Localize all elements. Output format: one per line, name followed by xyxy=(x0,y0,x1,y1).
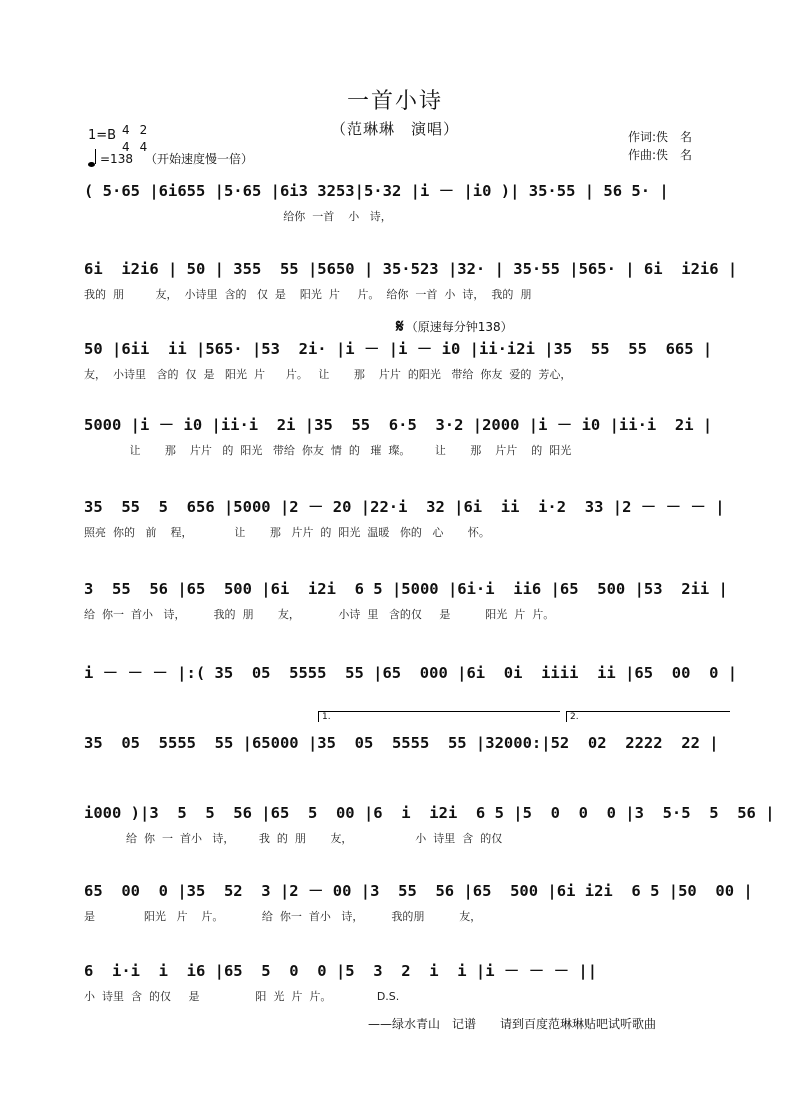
notation-line: 35 55 5 656 |5000 |2 － 20 |22·i 32 |6i ii i·2 33 |2 － － － | xyxy=(84,498,725,516)
system-8 xyxy=(84,732,728,776)
notation-line: i － － － |:( 35 05 5555 55 |65 000 |6i 0i iiii ii |65 00 0 | xyxy=(84,664,738,682)
notation-line: 6i i2i6 | 50 | 355 55 |5650 | 35·523 |32· | 35·55 |565· | 6i i2i6 | xyxy=(84,260,738,278)
system-10 xyxy=(84,880,753,924)
key-signature: 1=B xyxy=(88,128,117,143)
lyrics-line xyxy=(84,690,728,706)
lyrics-line: 照亮 你的 前 程， 让 那 片片 的 阳光 温暖 你的 心 怀。 xyxy=(84,526,490,539)
system-1 xyxy=(84,180,728,224)
notation-line: 65 00 0 |35 52 3 |2 － 00 |3 55 56 |65 500 |6i i2i 6 5 |50 00 | xyxy=(84,882,753,900)
lyrics-line: 给 你 一 首小 诗， 我 的 朋 友， 小 诗里 含 的仅 xyxy=(84,832,503,845)
song-title: 一首小诗 xyxy=(346,89,443,114)
system-3 xyxy=(84,338,728,382)
quarter-note-icon xyxy=(88,151,96,167)
lyrics-line xyxy=(84,760,728,776)
volta-second-ending: 2. xyxy=(566,711,730,722)
notation-line: 5000 |i － i0 |ii·i 2i |35 55 6·5 3·2 |2000 |i － i0 |ii·i 2i | xyxy=(84,416,713,434)
lyrics-line: 给你 一首 小 诗， xyxy=(84,210,392,223)
system-4 xyxy=(84,414,728,458)
song-subtitle: （范琳琳 演唱） xyxy=(330,120,459,138)
notation-line: i000 )|3 5 5 56 |65 5 00 |6 i i2i 6 5 |5 0 0 0 |3 5·5 5 56 | xyxy=(84,804,775,822)
notation-line: 6 i·i i i6 |65 5 0 0 |5 3 2 i i |i － － － || xyxy=(84,962,598,980)
time-signature-2: 2 4 xyxy=(139,123,148,154)
system-7 xyxy=(84,662,738,706)
transcriber-footer: ——绿水青山 记谱 请到百度范琳琳贴吧试听歌曲 xyxy=(368,1017,657,1031)
lyrics-line: 让 那 片片 的 阳光 带给 你友 情 的 璀 璨。 让 那 片片 的 阳光 xyxy=(84,444,572,457)
segno-text: （原速每分钟138） xyxy=(405,320,513,334)
lyrics-line: 给 你一 首小 诗， 我的 朋 友， 小诗 里 含的仅 是 阳光 片 片。 xyxy=(84,608,555,621)
composer-credit: 作曲:佚 名 xyxy=(628,148,693,162)
system-5 xyxy=(84,496,728,540)
time-signature-1: 4 4 xyxy=(122,123,130,154)
tempo-value: =138 xyxy=(100,151,133,166)
system-11 xyxy=(84,960,728,1004)
tempo-note: （开始速度慢一倍） xyxy=(144,152,253,166)
lyrics-line: 是 阳光 片 片。 给 你一 首小 诗， 我的朋 友， xyxy=(84,910,482,923)
lyricist-credit: 作词:佚 名 xyxy=(628,130,693,144)
notation-line: 50 |6ii ii |565· |53 2i· |i － |i － i0 |ii·i2i |35 55 55 665 | xyxy=(84,340,713,358)
lyrics-line: 小 诗里 含 的仅 是 阳 光 片 片。 D.S. xyxy=(84,990,400,1003)
lyrics-line: 我的 朋 友， 小诗里 含的 仅 是 阳光 片 片。 给你 一首 小 诗， 我的 朋 xyxy=(84,288,532,301)
system-9 xyxy=(84,802,775,846)
lyrics-line: 友， 小诗里 含的 仅 是 阳光 片 片。 让 那 片片 的阳光 带给 你友 爱的 芳心， xyxy=(84,368,572,381)
system-6 xyxy=(84,578,728,622)
notation-line: 3 55 56 |65 500 |6i i2i 6 5 |5000 |6i·i ii6 |65 500 |53 2ii | xyxy=(84,580,728,598)
system-2 xyxy=(84,258,738,302)
tempo-marking xyxy=(88,150,253,167)
segno-marker xyxy=(396,316,513,337)
notation-line: 35 05 5555 55 |65000 |35 05 5555 55 |32000:|52 02 2222 22 | xyxy=(84,734,719,752)
volta-first-ending: 1. xyxy=(318,711,560,722)
notation-line: ( 5·65 |6i655 |5·65 |6i3 3253|5·32 |i － |i0 )| 35·55 | 56 5· | xyxy=(84,182,669,200)
segno-icon: 𝄋 xyxy=(396,316,404,337)
